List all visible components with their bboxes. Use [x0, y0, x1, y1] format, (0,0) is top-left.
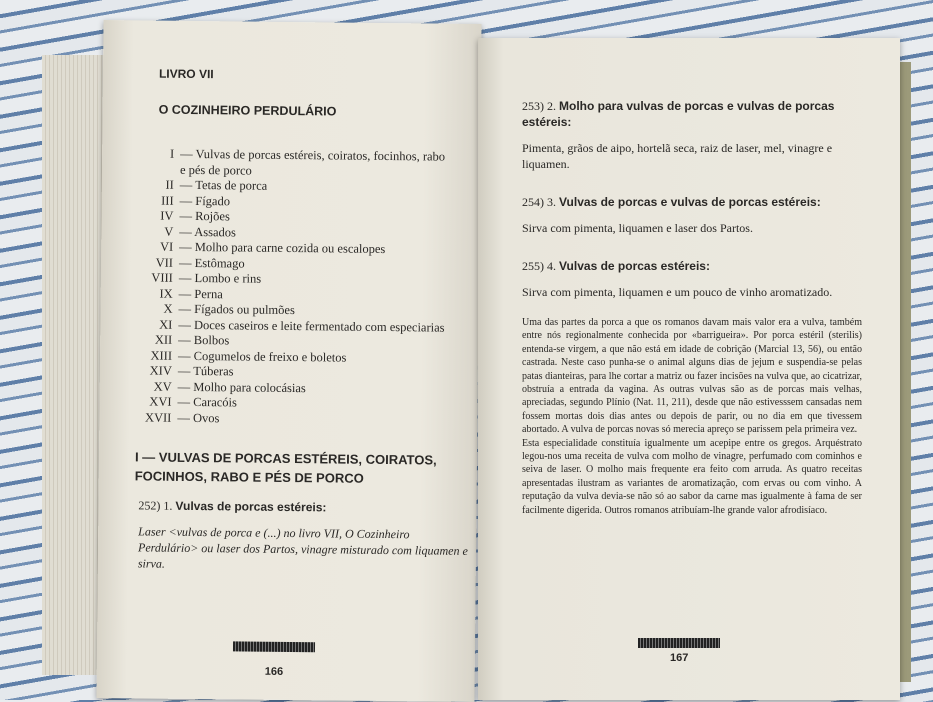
page-number: 166 — [265, 666, 283, 678]
toc-label: — Ovos — [177, 410, 219, 424]
right-page — [478, 38, 900, 700]
toc-numeral: XIII — [130, 348, 172, 364]
toc-label: — Lombo e rins — [179, 271, 261, 286]
toc-numeral: XV — [130, 379, 172, 395]
toc-label: — Molho para carne cozida ou escalopes — [179, 240, 385, 256]
recipe-title: Vulvas de porcas estéreis: — [175, 499, 326, 515]
toc-numeral: III — [132, 193, 174, 209]
toc-label: — Bolbos — [178, 333, 229, 348]
toc-label: — Fígado — [180, 193, 231, 208]
toc-numeral: IV — [131, 208, 173, 224]
page-number: 167 — [670, 652, 688, 664]
recipe-254-text: Sirva com pimenta, liquamen e laser dos Partos. — [522, 220, 862, 236]
toc-numeral: XII — [130, 332, 172, 348]
toc-label: — Estômago — [179, 255, 245, 270]
toc-numeral: XIV — [130, 363, 172, 379]
recipe-number: 253) 2. — [522, 99, 556, 113]
recipe-title: Vulvas de porcas e vulvas de porcas estéreis: — [559, 195, 821, 209]
toc-label: — Doces caseiros e leite fermentado com especiarias — [178, 317, 444, 334]
toc-numeral: XI — [130, 317, 172, 333]
toc-label: — Túberas — [178, 364, 234, 379]
section-title — [135, 447, 469, 488]
recipe-number: 254) 3. — [522, 195, 556, 209]
toc-label: — Tetas de porca — [180, 178, 268, 193]
recipe-253-text: Pimenta, grãos de aipo, hortelã seca, raiz de laser, mel, vinagre e liquamen. — [522, 140, 862, 172]
recipe-253-heading — [522, 98, 862, 130]
toc-label: — Vulvas de porcas estéreis, coiratos, focinhos, rabo — [180, 147, 445, 164]
page-ornament — [233, 641, 315, 652]
toc-numeral: VIII — [131, 270, 173, 286]
recipe-254-heading — [522, 194, 862, 210]
toc-label: — Fígados ou pulmões — [178, 302, 294, 317]
right-page-content — [522, 98, 862, 517]
toc-label: e pés de porco — [180, 162, 252, 177]
recipe-title: Molho para vulvas de porcas e vulvas de porcas estéreis: — [522, 99, 834, 129]
toc-numeral: X — [130, 301, 172, 317]
recipe-255-heading — [522, 258, 862, 274]
table-of-contents — [129, 146, 472, 429]
toc-numeral: I — [132, 146, 174, 162]
chapter-title: O COZINHEIRO PERDULÁRIO — [159, 103, 473, 120]
toc-numeral: VII — [131, 255, 173, 271]
commentary-paragraph-2: Esta especialidade constituía igualmente um acepipe entre os gregos. Arquéstrato legou-nos uma receita de vulva com molho de vinagre, perfumado com cominhos e seiva de laser. O molho mais frequente era feito com arruda. As quatro receitas apresentadas ilustram as variantes de aromatização, com ervas ou com vinho. A reputação da vulva devia-se não só ao sabor da carne mas igualmente à fama de ser facilmente digerida. Outros romanos atribuíam-lhe grande valor afrodisíaco. — [522, 437, 862, 517]
recipe-number: 252) 1. — [138, 498, 172, 512]
toc-label: — Molho para colocásias — [178, 379, 306, 394]
toc-numeral: VI — [131, 239, 173, 255]
recipe-title: Vulvas de porcas estéreis: — [559, 259, 710, 273]
toc-numeral: II — [132, 177, 174, 193]
recipe-number: 255) 4. — [522, 259, 556, 273]
toc-label: — Assados — [179, 224, 236, 239]
recipe-252-text: Laser <vulvas de porca e (...) no livro VII, O Cozinheiro Perdulário> ou laser dos Partos, vinagre misturado com liquamen e sirva. — [138, 523, 468, 574]
recipe-255-text: Sirva com pimenta, liquamen e um pouco de vinho aromatizado. — [522, 284, 862, 300]
toc-numeral: XVI — [129, 394, 171, 410]
toc-numeral: V — [131, 224, 173, 240]
section-title-line-1: I — VULVAS DE PORCAS ESTÉREIS, COIRATOS, — [135, 447, 469, 469]
toc-label: — Caracóis — [177, 395, 237, 410]
toc-label: — Cogumelos de freixo e boletos — [178, 348, 347, 364]
toc-label: — Perna — [179, 286, 223, 300]
toc-numeral: IX — [131, 286, 173, 302]
recipe-252-heading — [138, 497, 468, 516]
left-page-content — [128, 66, 473, 575]
toc-item — [129, 410, 469, 429]
commentary-paragraph-1: Uma das partes da porca a que os romanos davam mais valor era a vulva, também entre nós regionalmente conhecida por «barrigueira». Por porca estéril (sterilis) entenda-se virgem, a que não está em idade de cobrição (Marcial 13, 56), ou então castrada. Neste caso punha-se o animal alguns dias de jejum e suspendia-se pelas patas dianteiras, para lhe cortar a matriz ou fazer incisões na vulva que, ao cicatrizar, obstruía a entrada da vagina. As outras vulvas são as de porcas mais velhas, apreciadas, segundo Plínio (Nat. 11, 211), desde que não estivesssem cansadas nem fossem mortas dois dias antes ou depois de parir, ou no dia em que tivessem abortado. A vulva de porcas novas só merecia apreço se parissem pela primeira vez. — [522, 316, 862, 437]
toc-numeral: XVII — [129, 410, 171, 426]
book-heading: LIVRO VII — [159, 67, 473, 84]
toc-label: — Rojões — [179, 209, 230, 224]
left-page — [96, 20, 481, 702]
page-ornament — [638, 638, 720, 648]
section-title-line-2: FOCINHOS, RABO E PÉS DE PORCO — [135, 466, 469, 488]
